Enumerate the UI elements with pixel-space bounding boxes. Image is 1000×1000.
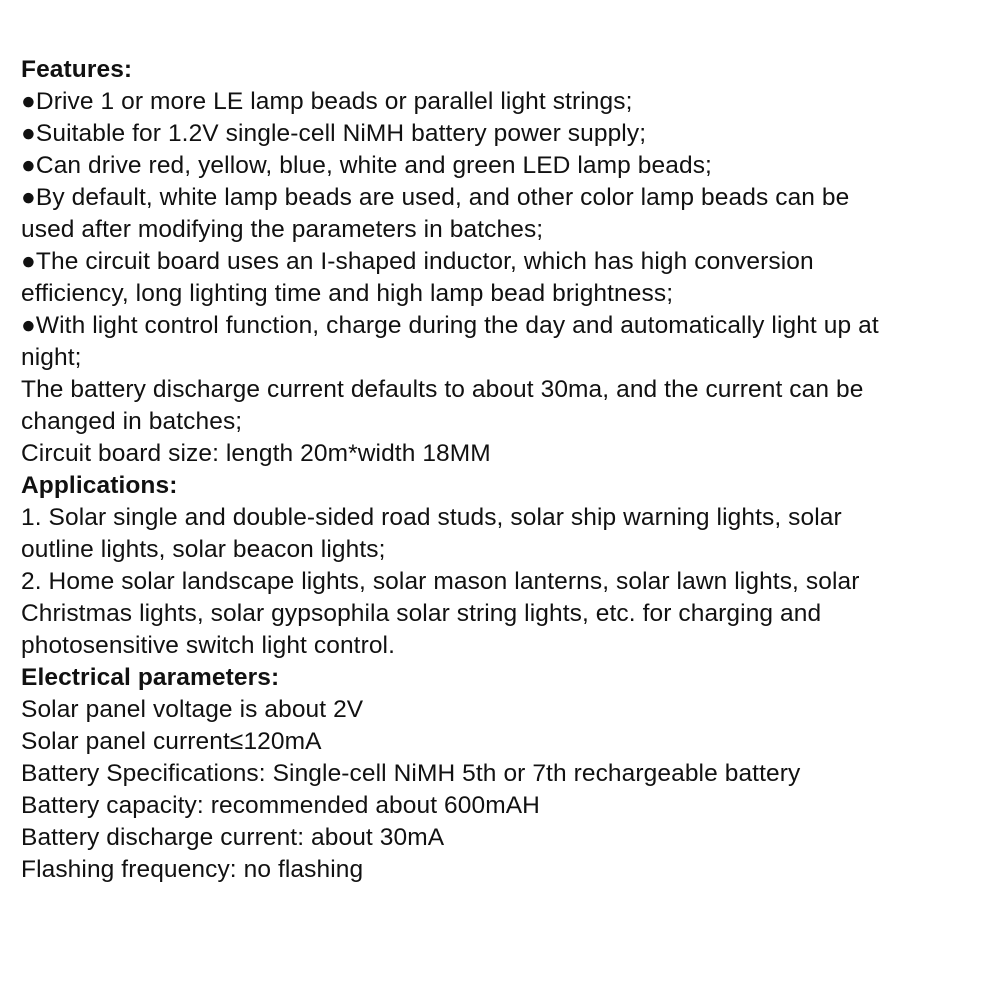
- feature-item: [21, 310, 986, 374]
- feature-line: changed in batches;: [21, 408, 243, 435]
- feature-item: [21, 246, 986, 310]
- features-heading: Features:: [21, 56, 133, 83]
- electrical-parameter-line: Solar panel voltage is about 2V: [21, 696, 364, 723]
- feature-line: ●By default, white lamp beads are used, and other color lamp beads can be: [21, 184, 850, 211]
- application-line: 1. Solar single and double-sided road studs, solar ship warning lights, solar: [21, 504, 842, 531]
- feature-line: night;: [21, 344, 82, 371]
- feature-item: [21, 438, 986, 470]
- feature-line: ●Can drive red, yellow, blue, white and green LED lamp beads;: [21, 152, 712, 179]
- feature-line: The battery discharge current defaults to about 30ma, and the current can be: [21, 376, 864, 403]
- electrical-parameter-line: Solar panel current≤120mA: [21, 728, 322, 755]
- electrical-parameter-item: [21, 758, 986, 790]
- feature-line: ●The circuit board uses an I-shaped inductor, which has high conversion: [21, 248, 814, 275]
- feature-line: used after modifying the parameters in batches;: [21, 216, 544, 243]
- feature-item: [21, 182, 986, 246]
- feature-item: [21, 374, 986, 438]
- electrical-parameter-line: Battery Specifications: Single-cell NiMH 5th or 7th rechargeable battery: [21, 760, 801, 787]
- feature-item: [21, 118, 986, 150]
- electrical-parameter-item: [21, 726, 986, 758]
- electrical-parameter-item: [21, 694, 986, 726]
- feature-line: efficiency, long lighting time and high lamp bead brightness;: [21, 280, 674, 307]
- electrical-parameters-heading: Electrical parameters:: [21, 664, 280, 691]
- electrical-parameter-line: Flashing frequency: no flashing: [21, 856, 364, 883]
- application-line: 2. Home solar landscape lights, solar mason lanterns, solar lawn lights, solar: [21, 568, 860, 595]
- feature-line: ●With light control function, charge during the day and automatically light up at: [21, 312, 879, 339]
- application-line: outline lights, solar beacon lights;: [21, 536, 386, 563]
- applications-heading: Applications:: [21, 472, 178, 499]
- application-item: [21, 566, 986, 662]
- feature-item: [21, 86, 986, 118]
- electrical-parameter-line: Battery capacity: recommended about 600mAH: [21, 792, 540, 819]
- product-spec-document: [21, 54, 986, 886]
- feature-line: Circuit board size: length 20m*width 18MM: [21, 440, 491, 467]
- electrical-parameter-item: [21, 822, 986, 854]
- feature-item: [21, 150, 986, 182]
- application-line: Christmas lights, solar gypsophila solar string lights, etc. for charging and: [21, 600, 822, 627]
- electrical-parameter-line: Battery discharge current: about 30mA: [21, 824, 445, 851]
- electrical-parameter-item: [21, 854, 986, 886]
- electrical-parameter-item: [21, 790, 986, 822]
- feature-line: ●Suitable for 1.2V single-cell NiMH battery power supply;: [21, 120, 647, 147]
- application-item: [21, 502, 986, 566]
- feature-line: ●Drive 1 or more LE lamp beads or parallel light strings;: [21, 88, 633, 115]
- application-line: photosensitive switch light control.: [21, 632, 396, 659]
